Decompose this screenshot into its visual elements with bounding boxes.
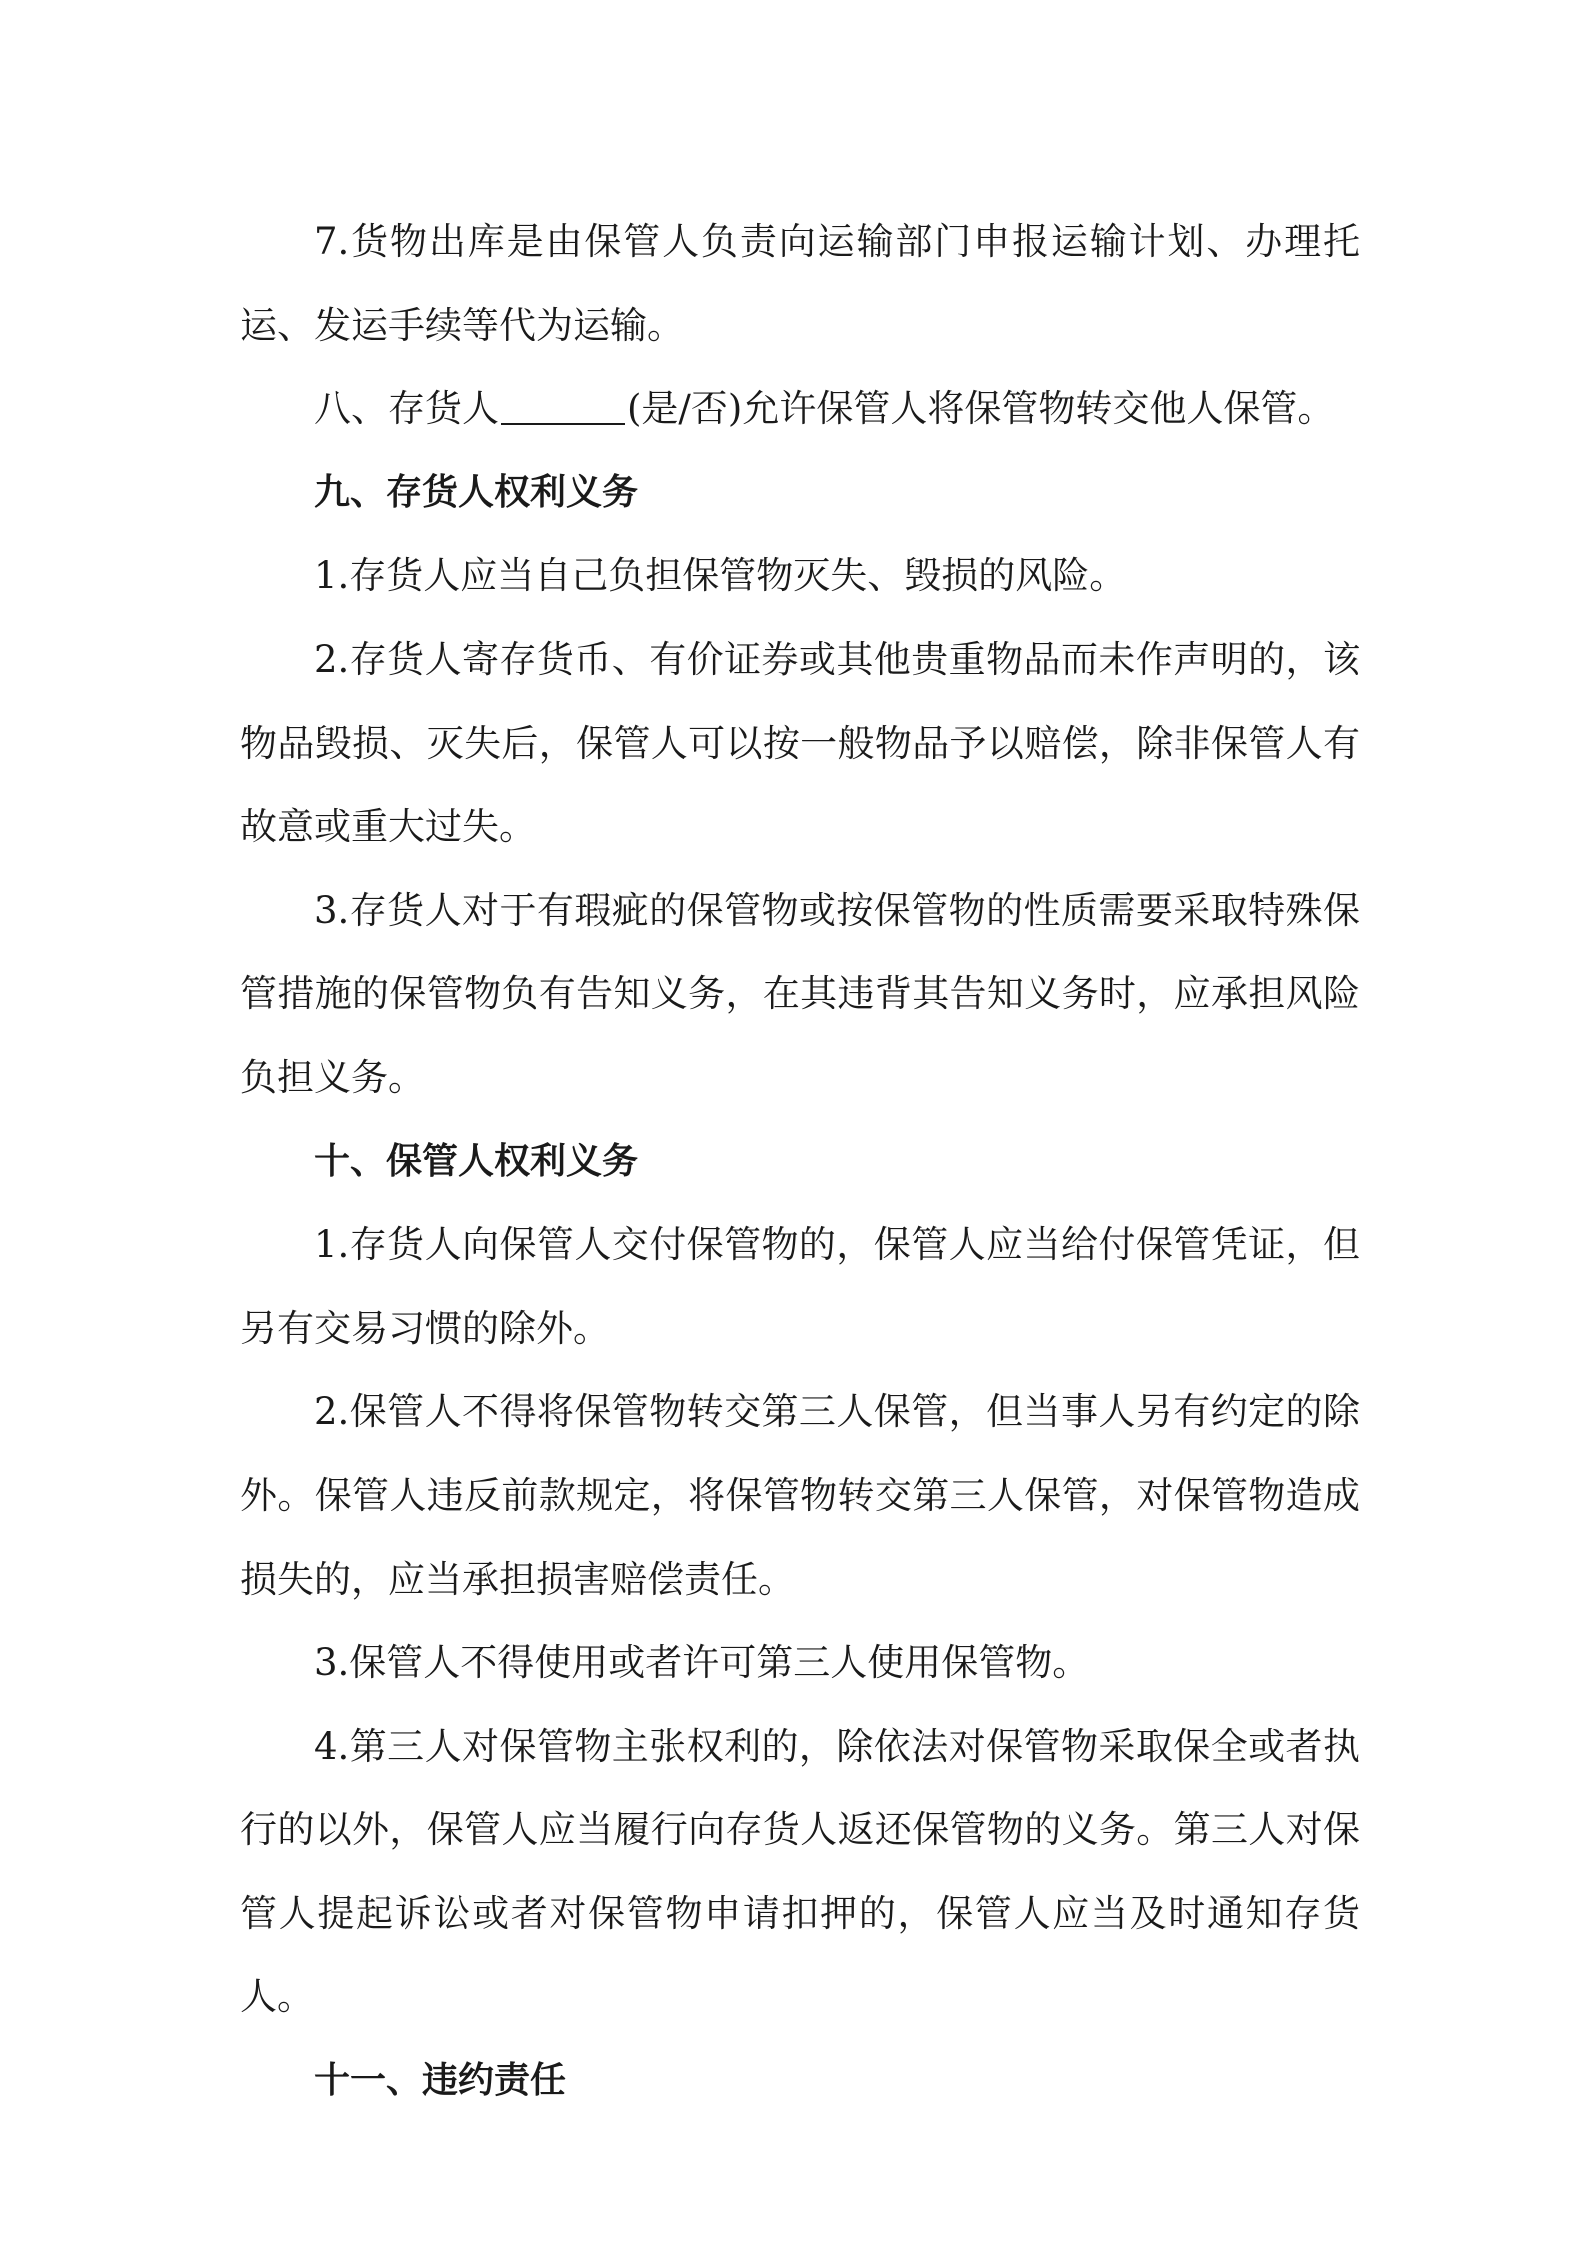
- fill-in-blank[interactable]: [501, 389, 625, 425]
- section-10-item-2: 2.保管人不得将保管物转交第三人保管，但当事人另有约定的除外。保管人违反前款规定，将保管物转交第三人保管，对保管物造成损失的，应当承担损害赔偿责任。: [240, 1390, 1360, 1601]
- section-10-item-4: 4.第三人对保管物主张权利的，除依法对保管物采取保全或者执行的以外，保管人应当履行向存货人返还保管物的义务。第三人对保管人提起诉讼或者对保管物申请扣押的，保管人应当及时通知存货人。: [240, 1724, 1360, 2019]
- section-10-item-1: 1.存货人向保管人交付保管物的，保管人应当给付保管凭证，但另有交易习惯的除外。: [240, 1223, 1360, 1350]
- clause-8-prefix: 八、存货人: [314, 387, 499, 431]
- clause-7-paragraph: 7.货物出库是由保管人负责向运输部门申报运输计划、办理托运、发运手续等代为运输。: [240, 220, 1360, 347]
- section-10-item-3: 3.保管人不得使用或者许可第三人使用保管物。: [314, 1641, 1090, 1685]
- clause-8-paragraph: [240, 367, 1360, 451]
- section-9-item-3: 3.存货人对于有瑕疵的保管物或按保管物的性质需要采取特殊保管措施的保管物负有告知义务，在其违背其告知义务时，应承担风险负担义务。: [240, 888, 1360, 1099]
- document-body: [240, 200, 1360, 2123]
- clause-8-suffix: (是/否)允许保管人将保管物转交他人保管。: [627, 387, 1335, 431]
- section-9-item-2: 2.存货人寄存货币、有价证券或其他贵重物品而未作声明的，该物品毁损、灭失后，保管人可以按一般物品予以赔偿，除非保管人有故意或重大过失。: [240, 637, 1360, 849]
- section-11-heading: 十一、违约责任: [314, 2060, 567, 2102]
- section-9-item-1: 1.存货人应当自己负担保管物灭失、毁损的风险。: [314, 554, 1127, 598]
- section-9-heading: 九、存货人权利义务: [314, 471, 639, 513]
- section-10-heading: 十、保管人权利义务: [314, 1140, 639, 1182]
